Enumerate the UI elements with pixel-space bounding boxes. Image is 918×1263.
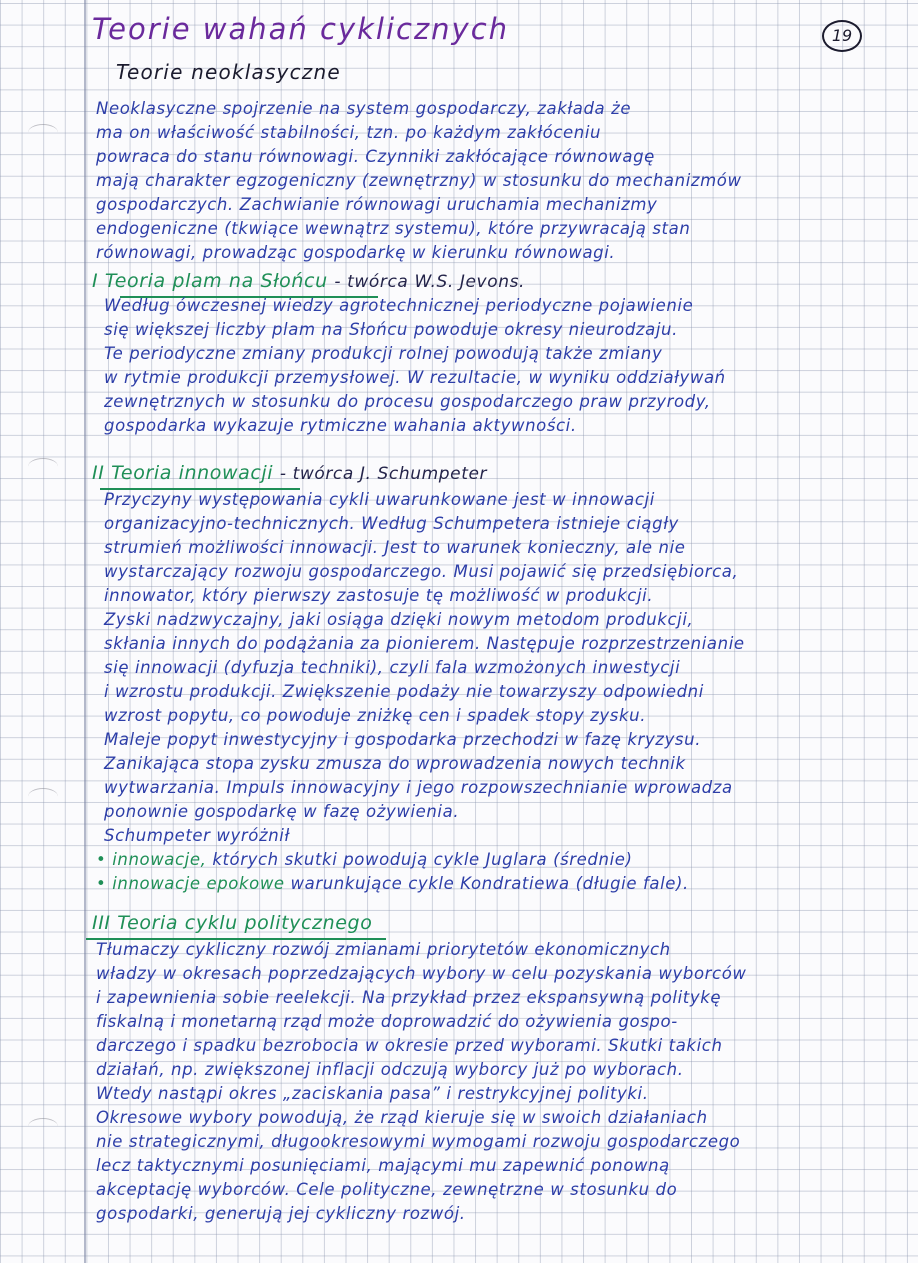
punch-hole: [28, 1118, 58, 1135]
section-line: Schumpeter wyróżnił: [104, 826, 290, 845]
bullet-text: których skutki powodują cykle Juglara (średnie): [212, 850, 633, 869]
section-number: III: [92, 912, 111, 934]
section-author: - twórca W.S. Jevons.: [334, 272, 526, 292]
section-line: Te periodyczne zmiany produkcji rolnej powodują także zmiany: [104, 344, 663, 363]
section-number: I: [92, 270, 99, 292]
section-line: się innowacji (dyfuzja techniki), czyli fala wzmożonych inwestycji: [104, 658, 681, 677]
section-line: ponownie gospodarkę w fazę ożywienia.: [104, 802, 460, 821]
section-line: Maleje popyt inwestycyjny i gospodarka przechodzi w fazę kryzysu.: [104, 730, 702, 749]
section-line: władzy w okresach poprzedzających wybory w celu pozyskania wyborców: [96, 964, 747, 983]
bullet-term: innowacje epokowe: [112, 874, 285, 893]
section-title: Teoria plam na Słońcu: [104, 270, 328, 292]
intro-line: równowagi, prowadząc gospodarkę w kierunku równowagi.: [96, 243, 616, 262]
section-line: akceptację wyborców. Cele polityczne, zewnętrzne w stosunku do: [96, 1180, 678, 1199]
section-line: Tłumaczy cykliczny rozwój zmianami priorytetów ekonomicznych: [96, 940, 671, 959]
section-line: Zanikająca stopa zysku zmusza do wprowadzenia nowych technik: [104, 754, 686, 773]
section-line: Według ówczesnej wiedzy agrotechnicznej periodyczne pojawienie: [104, 296, 694, 315]
section-line: i wzrostu produkcji. Zwiększenie podaży nie towarzyszy odpowiedni: [104, 682, 704, 701]
section-title: Teoria cyklu politycznego: [117, 912, 373, 934]
punch-hole: [28, 458, 58, 475]
intro-line: Neoklasyczne spojrzenie na system gospodarczy, zakłada że: [96, 99, 632, 118]
section-author: - twórca J. Schumpeter: [279, 464, 488, 484]
punch-hole: [28, 124, 58, 141]
section-line: skłania innych do podążania za pionierem. Następuje rozprzestrzenianie: [104, 634, 745, 653]
section-heading: [92, 462, 487, 484]
section-heading: [92, 270, 525, 292]
punch-hole: [28, 788, 58, 805]
bullet-dot: •: [96, 874, 107, 893]
section-line: wytwarzania. Impuls innowacyjny i jego rozpowszechnianie wprowadza: [104, 778, 733, 797]
section-line: Okresowe wybory powodują, że rząd kieruje się w swoich działaniach: [96, 1108, 708, 1127]
section-line: gospodarka wykazuje rytmiczne wahania aktywności.: [104, 416, 577, 435]
section-line: darczego i spadku bezrobocia w okresie przed wyborami. Skutki takich: [96, 1036, 723, 1055]
bullet-item: [96, 850, 633, 869]
section-line: fiskalną i monetarną rząd może doprowadzić do ożywienia gospo-: [96, 1012, 678, 1031]
intro-line: gospodarczych. Zachwianie równowagi uruchamia mechanizmy: [96, 195, 658, 214]
section-line: Wtedy nastąpi okres „zaciskania pasa” i restrykcyjnej polityki.: [96, 1084, 649, 1103]
section-line: działań, np. zwiększonej inflacji odczują wyborcy już po wyborach.: [96, 1060, 684, 1079]
section-line: strumień możliwości innowacji. Jest to warunek konieczny, ale nie: [104, 538, 686, 557]
section-line: gospodarki, generują jej cykliczny rozwój.: [96, 1204, 466, 1223]
section-line: nie strategicznymi, długookresowymi wymogami rozwoju gospodarczego: [96, 1132, 741, 1151]
section-line: wzrost popytu, co powoduje zniżkę cen i spadek stopy zysku.: [104, 706, 647, 725]
section-line: Przyczyny występowania cykli uwarunkowane jest w innowacji: [104, 490, 655, 509]
section-line: w rytmie produkcji przemysłowej. W rezultacie, w wyniku oddziaływań: [104, 368, 726, 387]
section-line: organizacyjno-technicznych. Według Schumpetera istnieje ciągły: [104, 514, 679, 533]
intro-line: ma on właściwość stabilności, tzn. po każdym zakłóceniu: [96, 123, 602, 142]
intro-line: endogeniczne (tkwiące wewnątrz systemu), które przywracają stan: [96, 219, 691, 238]
section-line: lecz taktycznymi posunięciami, mającymi mu zapewnić ponowną: [96, 1156, 670, 1175]
bullet-dot: •: [96, 850, 107, 869]
intro-line: powraca do stanu równowagi. Czynniki zakłócające równowagę: [96, 147, 655, 166]
section-title: Teoria innowacji: [111, 462, 274, 484]
bullet-item: [96, 874, 689, 893]
section-number: II: [92, 462, 105, 484]
section-heading: [92, 912, 372, 934]
section-line: innowator, który pierwszy zastosuje tę możliwość w produkcji.: [104, 586, 654, 605]
section-line: zewnętrznych w stosunku do procesu gospodarczego praw przyrody,: [104, 392, 711, 411]
bullet-term: innowacje,: [112, 850, 207, 869]
section-line: wystarczający rozwoju gospodarczego. Musi pojawić się przedsiębiorca,: [104, 562, 739, 581]
bullet-text: warunkujące cykle Kondratiewa (długie fale).: [290, 874, 689, 893]
section-line: się większej liczby plam na Słońcu powoduje okresy nieurodzaju.: [104, 320, 678, 339]
intro-line: mają charakter egzogeniczny (zewnętrzny) w stosunku do mechanizmów: [96, 171, 742, 190]
section-line: i zapewnienia sobie reelekcji. Na przykład przez ekspansywną politykę: [96, 988, 722, 1007]
margin-line: [84, 0, 86, 1263]
section-line: Zyski nadzwyczajny, jaki osiąga dzięki nowym metodom produkcji,: [104, 610, 694, 629]
page-title: Teorie wahań cyklicznych: [92, 12, 510, 46]
page-subtitle: Teorie neoklasyczne: [116, 60, 341, 84]
page-number: 19: [822, 20, 862, 52]
